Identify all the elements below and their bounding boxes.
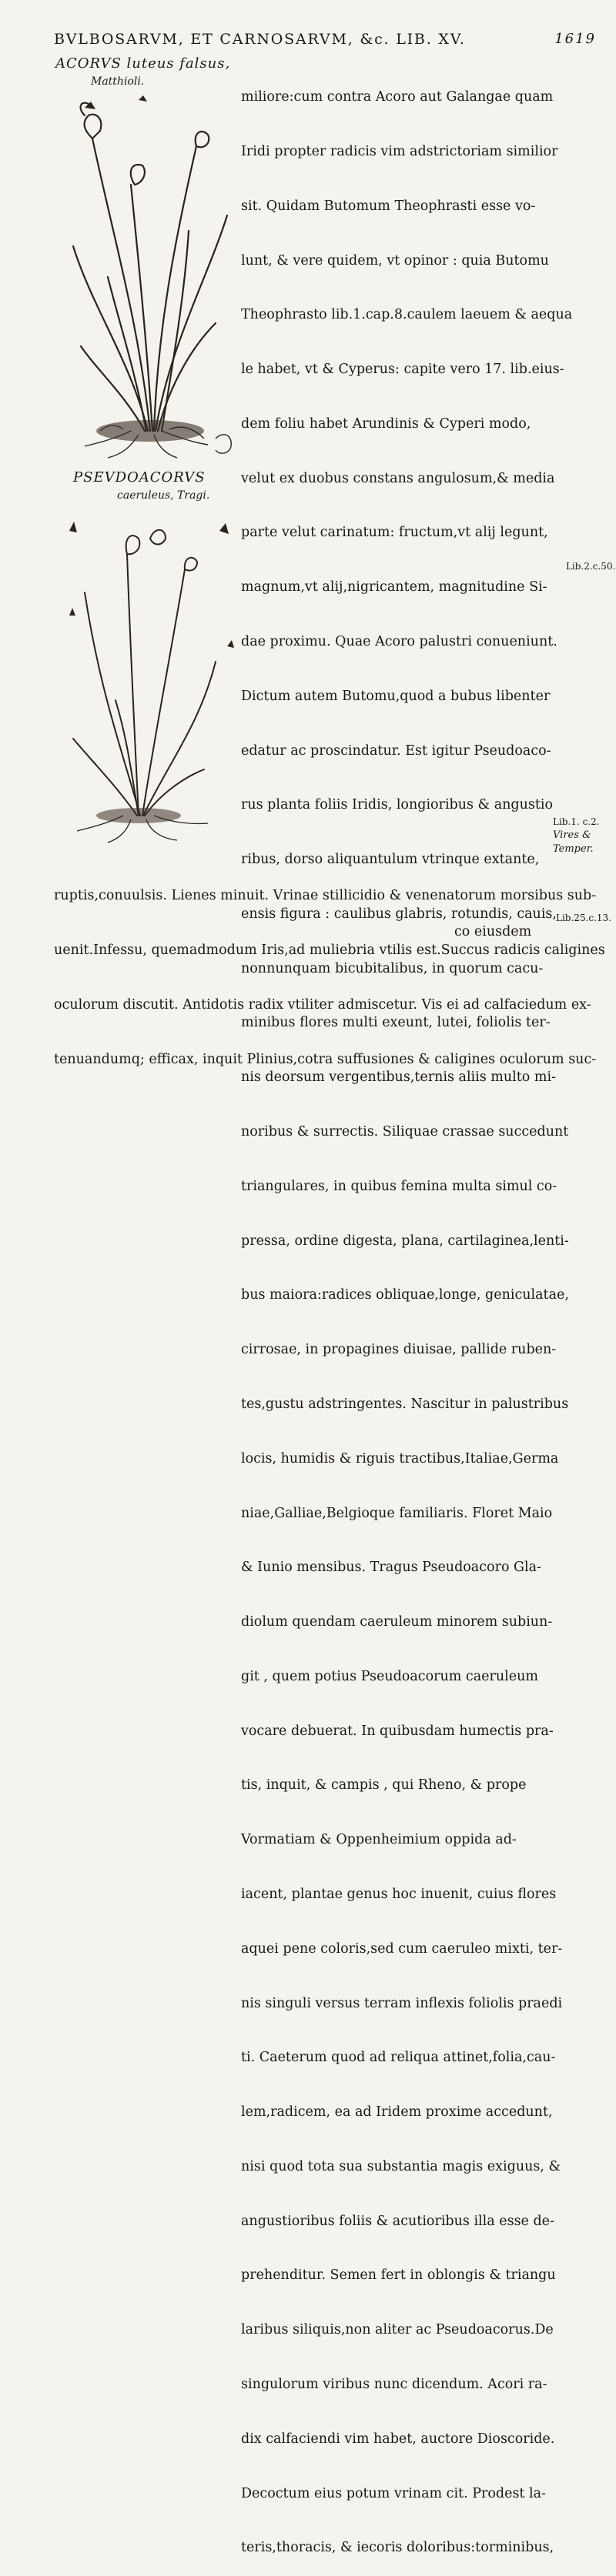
acorus-woodcut: [62, 92, 239, 462]
text-line: aquei pene coloris,sed cum caeruleo mixti, ter-: [241, 1940, 563, 1957]
text-line: nisi quod tota sua substantia magis exiguus, &: [241, 2158, 561, 2174]
text-line: tes,gustu adstringentes. Nascitur in palustribus: [241, 1396, 569, 1412]
text-line: nis singuli versus terram inflexis foliolis praedi: [241, 1995, 563, 2011]
page-number: 1619: [554, 31, 596, 47]
text-line: Dictum autem Butomu,quod a bubus libenter: [241, 688, 551, 704]
text-line: prehenditur. Semen fert in oblongis & triangu: [241, 2267, 556, 2284]
text-line: cirrosae, in propagines diuisae, pallide ruben-: [241, 1342, 557, 1358]
pseudoacorus-woodcut: [54, 508, 239, 846]
text-line: locis, humidis & riguis tractibus,Italiae,Germa: [241, 1450, 559, 1467]
text-line: Vormatiam & Oppenheimium oppida ad-: [241, 1832, 517, 1848]
text-line: oculorum discutit. Antidotis radix vtiliter admiscetur. Vis ei ad calfaciedum ex-: [54, 996, 591, 1013]
text-line: triangulares, in quibus femina multa simul co-: [241, 1178, 557, 1194]
text-line: sit. Quidam Butomum Theophrasti esse vo-: [241, 198, 536, 214]
text-line: dix calfaciendi vim habet, auctore Dioscoride.: [241, 2431, 555, 2447]
text-line: rus planta foliis Iridis, longioribus & angustio: [241, 797, 554, 813]
text-line: miliore:cum contra Acoro aut Galangae quam: [241, 89, 554, 105]
text-line: lunt, & vere quidem, vt opinor : quia Butomu: [241, 252, 549, 269]
text-line: magnum,vt alij,nigricantem, magnitudine Si-: [241, 579, 547, 596]
margin-note: Lib.25.c.13.: [556, 913, 612, 923]
text-line: edatur ac proscindatur. Est igitur Pseudoaco-: [241, 742, 551, 759]
text-line: pressa, ordine digesta, plana, cartilaginea,lenti-: [241, 1233, 569, 1249]
text-line: nis deorsum vergentibus,ternis aliis multo mi-: [241, 1069, 556, 1086]
last-line: co eiusdem: [454, 924, 532, 939]
text-line: Iridi propter radicis vim adstrictoriam similior: [241, 143, 558, 159]
margin-note: Temper.: [553, 843, 594, 855]
plant2-title: PSEVDOACORVS: [73, 469, 206, 486]
plant2-subtitle: caeruleus, Tragi.: [117, 489, 210, 502]
margin-note: Lib.2.c.50.: [566, 561, 616, 572]
text-line: ti. Caeterum quod ad reliqua attinet,folia,cau-: [241, 2050, 556, 2066]
text-line: nonnunquam bicubitalibus, in quorum cacu-: [241, 960, 544, 976]
text-line: vocare debuerat. In quibusdam humectis pra-: [241, 1723, 554, 1739]
text-line: ensis figura : caulibus glabris, rotundis, cauis,: [241, 906, 557, 922]
plant1-subtitle: Matthioli.: [91, 75, 145, 88]
text-line: le habet, vt & Cyperus: capite vero 17. lib.eius-: [241, 362, 564, 378]
text-line: tenuandumq; efficax, inquit Plinius,cotra suffusiones & caligines oculorum suc-: [54, 1051, 597, 1067]
text-line: niae,Galliae,Belgioque familiaris. Floret Maio: [241, 1505, 553, 1521]
text-line: noribus & surrectis. Siliquae crassae succedunt: [241, 1124, 569, 1140]
text-line: & Iunio mensibus. Tragus Pseudoacoro Gla-: [241, 1560, 541, 1576]
margin-note: Lib.1. c.2.: [553, 816, 600, 827]
running-header: [0, 0, 616, 52]
text-line: bus maiora:radices obliquae,longe, geniculatae,: [241, 1287, 569, 1303]
text-line: iacent, plantae genus hoc inuenit, cuius flores: [241, 1886, 557, 1902]
text-line: minibus flores multi exeunt, lutei, foliolis ter-: [241, 1015, 551, 1031]
text-line: Decoctum eius potum vrinam cit. Prodest la-: [241, 2485, 546, 2501]
text-line: velut ex duobus constans angulosum,& media: [241, 470, 555, 486]
text-line: diolum quendam caeruleum minorem subiun-: [241, 1614, 553, 1630]
text-line: tis, inquit, & campis , qui Rheno, & prope: [241, 1777, 527, 1794]
margin-note: Vires &: [553, 829, 591, 841]
text-line: teris,thoracis, & iecoris doloribus:torminibus,: [241, 2540, 554, 2556]
plant1-title: ACORVS luteus falsus,: [55, 55, 231, 72]
text-line: dem foliu habet Arundinis & Cyperi modo,: [241, 415, 531, 432]
text-line: git , quem potius Pseudoacorum caeruleum: [241, 1668, 538, 1684]
text-line: angustioribus foliis & acutioribus illa esse de-: [241, 2213, 554, 2229]
text-line: parte velut carinatum: fructum,vt alij legunt,: [241, 525, 548, 541]
text-line: laribus siliquis,non aliter ac Pseudoacorus.De: [241, 2322, 554, 2338]
text-line: uenit.Infessu, quemadmodum Iris,ad muliebria vtilis est.Succus radicis caligines: [54, 942, 605, 958]
text-line: singulorum viribus nunc dicendum. Acori ra-: [241, 2377, 547, 2392]
running-title: BVLBOSARVM, ET CARNOSARVM, &c. LIB. XV.: [54, 31, 466, 48]
text-line: ribus, dorso aliquantulum vtrinque extante,: [241, 852, 540, 868]
text-line: lem,radicem, ea ad Iridem proxime accedunt,: [241, 2104, 553, 2121]
text-line: dae proximu. Quae Acoro palustri conueniunt.: [241, 634, 557, 649]
text-line: ruptis,conuulsis. Lienes minuit. Vrinae stillicidio & venenatorum morsibus sub-: [54, 888, 597, 904]
text-line: Theophrasto lib.1.cap.8.caulem laeuem & aequa: [241, 307, 573, 323]
